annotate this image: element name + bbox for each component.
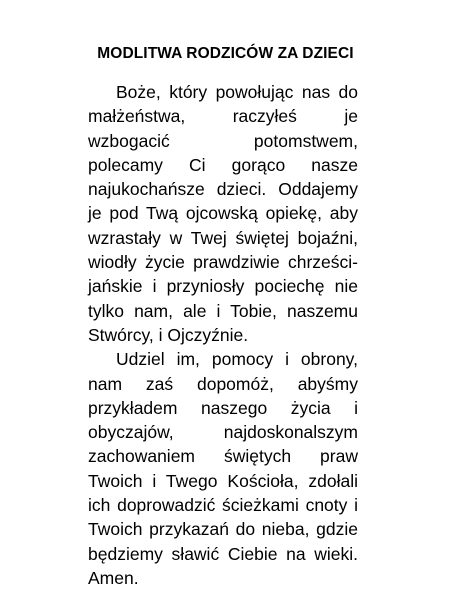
page-title: MODLITWA RODZICÓW ZA DZIECI — [97, 45, 354, 62]
prayer-text — [88, 80, 358, 590]
paragraph-1: Boże, który powołując nas do małżeństwa, raczyłeś je wzbogacić potomstwem, polecamy Ci gorąco nasze najukochańsze dzieci. Oddajemy je pod Twą ojcowską opiekę, aby wzrastały w Twej świętej bojaźni, wiodły życie prawdziwie chrześcijańskie i przyniosły pociechę nie tylko nam, ale i Tobie, naszemu Stwórcy, i Ojczyźnie. — [88, 82, 358, 345]
paragraph-2: Udziel im, pomocy i obrony, nam zaś dopomóż, abyśmy przykładem naszego życia i obyczajów, najdoskonalszym zachowaniem świętych praw Twoich i Twego Kościoła, zdołali ich doprowadzić ścieżkami cnoty i Twoich przykazań do nieba, gdzie będziemy sławić Ciebie na wieki. Amen. — [88, 349, 358, 588]
